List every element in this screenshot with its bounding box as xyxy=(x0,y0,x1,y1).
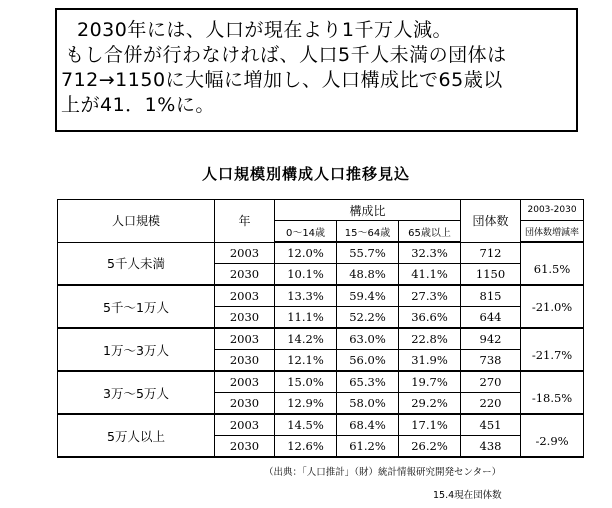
ratio-65-plus-cell: 31.9% xyxy=(399,350,461,372)
size-label: 5千人未満 xyxy=(58,242,215,285)
table-row xyxy=(58,371,584,393)
headline-box xyxy=(55,8,578,132)
year-cell: 2030 xyxy=(215,307,275,329)
ratio-65-plus-cell: 32.3% xyxy=(399,242,461,264)
year-cell: 2030 xyxy=(215,393,275,415)
ratio-15-64-cell: 48.8% xyxy=(337,264,399,286)
entity-count-cell: 712 xyxy=(461,242,521,264)
entity-count-cell: 220 xyxy=(461,393,521,415)
ratio-0-14-cell: 15.0% xyxy=(275,371,337,393)
year-cell: 2030 xyxy=(215,264,275,286)
header-size: 人口規模 xyxy=(58,200,215,243)
source-citation: （出典：「人口推計」（財）統計情報研究開発センター） xyxy=(264,467,502,478)
ratio-65-plus-cell: 19.7% xyxy=(399,371,461,393)
ratio-15-64-cell: 55.7% xyxy=(337,242,399,264)
header-composition: 構成比 xyxy=(275,200,461,221)
ratio-15-64-cell: 58.0% xyxy=(337,393,399,415)
header-age-65-plus: 65歳以上 xyxy=(399,221,461,243)
header-age-15-64: 15～64歳 xyxy=(337,221,399,243)
entity-count-cell: 1150 xyxy=(461,264,521,286)
headline-line-3: 712→1150に大幅に増加し、人口構成比で65歳以 xyxy=(61,69,503,91)
table-row xyxy=(58,328,584,350)
footnote: 15.4現在団体数 xyxy=(433,490,502,501)
headline-line-2: もし合併が行わなければ、人口5千人未満の団体は xyxy=(65,44,507,66)
ratio-15-64-cell: 59.4% xyxy=(337,285,399,307)
rate-cell: -21.0% xyxy=(521,285,584,328)
header-age-0-14: 0～14歳 xyxy=(275,221,337,243)
size-label: 3万～5万人 xyxy=(58,371,215,414)
table-row xyxy=(58,414,584,436)
ratio-0-14-cell: 12.6% xyxy=(275,436,337,458)
ratio-65-plus-cell: 22.8% xyxy=(399,328,461,350)
ratio-0-14-cell: 12.0% xyxy=(275,242,337,264)
ratio-0-14-cell: 14.5% xyxy=(275,414,337,436)
year-cell: 2003 xyxy=(215,328,275,350)
ratio-0-14-cell: 11.1% xyxy=(275,307,337,329)
entity-count-cell: 270 xyxy=(461,371,521,393)
ratio-65-plus-cell: 41.1% xyxy=(399,264,461,286)
ratio-65-plus-cell: 36.6% xyxy=(399,307,461,329)
entity-count-cell: 815 xyxy=(461,285,521,307)
headline-line-1: 2030年には、人口が現在より1千万人減。 xyxy=(77,19,452,41)
year-cell: 2003 xyxy=(215,285,275,307)
entity-count-cell: 438 xyxy=(461,436,521,458)
header-period: 2003-2030 xyxy=(521,200,584,221)
year-cell: 2003 xyxy=(215,371,275,393)
ratio-15-64-cell: 61.2% xyxy=(337,436,399,458)
year-cell: 2003 xyxy=(215,414,275,436)
ratio-0-14-cell: 14.2% xyxy=(275,328,337,350)
entity-count-cell: 451 xyxy=(461,414,521,436)
ratio-65-plus-cell: 29.2% xyxy=(399,393,461,415)
entity-count-cell: 942 xyxy=(461,328,521,350)
header-rate: 団体数増減率 xyxy=(521,221,584,243)
rate-cell: -18.5% xyxy=(521,371,584,414)
ratio-0-14-cell: 13.3% xyxy=(275,285,337,307)
size-label: 5千～1万人 xyxy=(58,285,215,328)
ratio-0-14-cell: 12.1% xyxy=(275,350,337,372)
year-cell: 2003 xyxy=(215,242,275,264)
size-label: 5万人以上 xyxy=(58,414,215,457)
ratio-15-64-cell: 52.2% xyxy=(337,307,399,329)
ratio-65-plus-cell: 17.1% xyxy=(399,414,461,436)
size-label: 1万～3万人 xyxy=(58,328,215,371)
ratio-0-14-cell: 12.9% xyxy=(275,393,337,415)
entity-count-cell: 738 xyxy=(461,350,521,372)
table-row xyxy=(58,285,584,307)
rate-cell: -2.9% xyxy=(521,414,584,457)
headline-line-4: 上が41．1%に。 xyxy=(61,94,215,116)
rate-cell: 61.5% xyxy=(521,242,584,285)
entity-count-cell: 644 xyxy=(461,307,521,329)
rate-cell: -21.7% xyxy=(521,328,584,371)
ratio-65-plus-cell: 26.2% xyxy=(399,436,461,458)
ratio-0-14-cell: 10.1% xyxy=(275,264,337,286)
header-year: 年 xyxy=(215,200,275,243)
ratio-15-64-cell: 68.4% xyxy=(337,414,399,436)
year-cell: 2030 xyxy=(215,436,275,458)
table-title: 人口規模別構成人口推移見込 xyxy=(201,165,410,183)
header-entity-count: 団体数 xyxy=(461,200,521,243)
ratio-15-64-cell: 65.3% xyxy=(337,371,399,393)
population-table xyxy=(57,199,584,458)
ratio-65-plus-cell: 27.3% xyxy=(399,285,461,307)
year-cell: 2030 xyxy=(215,350,275,372)
table-row xyxy=(58,242,584,264)
ratio-15-64-cell: 56.0% xyxy=(337,350,399,372)
ratio-15-64-cell: 63.0% xyxy=(337,328,399,350)
